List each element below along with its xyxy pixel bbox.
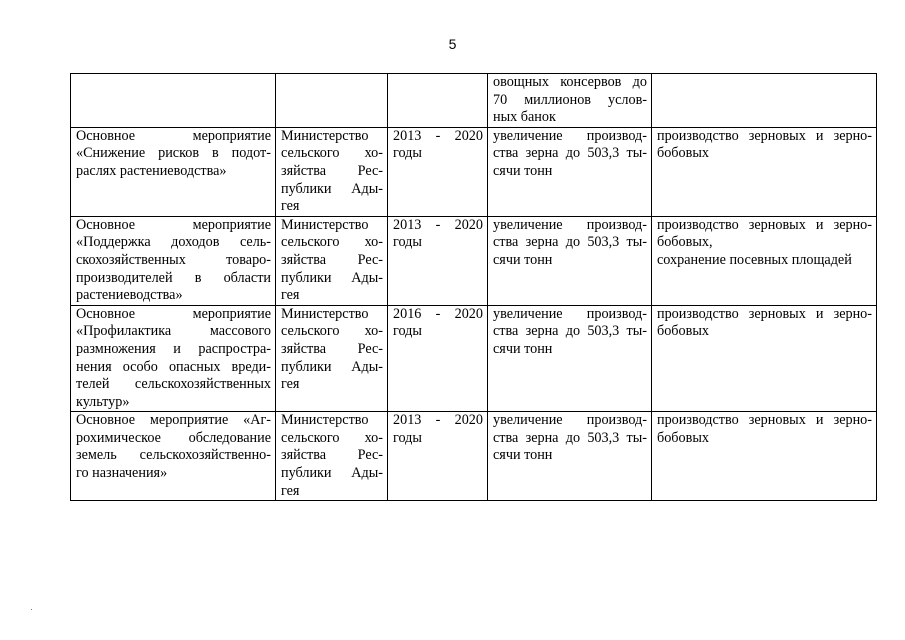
cell-line: производство зерновых и зерно- xyxy=(657,305,872,322)
table-row xyxy=(71,216,877,305)
cell-indicator-text xyxy=(657,412,872,447)
cell-indicator-text xyxy=(657,128,872,163)
cell-measure xyxy=(71,127,276,216)
cell-line: производителей в области xyxy=(76,269,271,286)
cell-executor xyxy=(276,305,388,412)
cell-result-text xyxy=(493,217,647,270)
cell-line: сячи тонн xyxy=(493,447,553,464)
cell-line: ства зерна до 503,3 ты- xyxy=(493,429,647,446)
cell-period xyxy=(388,412,488,501)
cell-line: «Снижение рисков в подот- xyxy=(76,145,271,162)
cell-line: 70 миллионов услов- xyxy=(493,91,647,108)
cell-measure xyxy=(71,216,276,305)
cell-indicator xyxy=(652,305,877,412)
cell-line: 2013 - 2020 xyxy=(393,216,483,233)
cell-period xyxy=(388,74,488,128)
table-row xyxy=(71,305,877,412)
cell-period-text xyxy=(393,217,483,252)
scan-speck xyxy=(31,609,32,610)
cell-line: публики Ады- xyxy=(281,180,383,197)
cell-line: 2013 - 2020 xyxy=(393,127,483,144)
cell-result-text xyxy=(493,128,647,181)
cell-line: культур» xyxy=(76,393,130,410)
cell-period xyxy=(388,216,488,305)
cell-line: сельского хо- xyxy=(281,429,383,446)
cell-line: зяйства Рес- xyxy=(281,162,383,179)
cell-line: Основное мероприятие xyxy=(76,216,271,233)
cell-measure xyxy=(71,305,276,412)
cell-line: сячи тонн xyxy=(493,162,553,179)
cell-line: сельского хо- xyxy=(281,323,383,340)
cell-line: увеличение производ- xyxy=(493,305,647,322)
cell-line: публики Ады- xyxy=(281,358,383,375)
cell-line: производство зерновых и зерно- xyxy=(657,412,872,429)
cell-line: сельского хо- xyxy=(281,145,383,162)
cell-indicator xyxy=(652,216,877,305)
cell-line: бобовых xyxy=(657,145,709,162)
cell-line: Министерство xyxy=(281,216,369,233)
cell-indicator xyxy=(652,412,877,501)
cell-result xyxy=(488,305,652,412)
cell-line: производство зерновых и зерно- xyxy=(657,127,872,144)
cell-line: производство зерновых и зерно- xyxy=(657,216,872,233)
cell-line: растениеводства» xyxy=(76,287,183,304)
cell-line: гея xyxy=(281,482,300,499)
cell-line: рохимическое обследование xyxy=(76,429,271,446)
cell-line: годы xyxy=(393,145,422,162)
cell-result-text xyxy=(493,74,647,127)
cell-line: гея xyxy=(281,376,300,393)
cell-line: ства зерна до 503,3 ты- xyxy=(493,323,647,340)
cell-line: сельского хо- xyxy=(281,234,383,251)
cell-measure-text xyxy=(76,128,271,181)
cell-line: публики Ады- xyxy=(281,465,383,482)
cell-executor xyxy=(276,216,388,305)
cell-executor xyxy=(276,127,388,216)
table-row xyxy=(71,412,877,501)
table-body xyxy=(71,74,877,501)
cell-line: ства зерна до 503,3 ты- xyxy=(493,145,647,162)
cell-line: 2013 - 2020 xyxy=(393,412,483,429)
cell-period xyxy=(388,305,488,412)
measures-table xyxy=(70,73,877,501)
cell-line: сячи тонн xyxy=(493,340,553,357)
cell-line: годы xyxy=(393,234,422,251)
cell-line: годы xyxy=(393,429,422,446)
cell-line: годы xyxy=(393,323,422,340)
cell-line: зяйства Рес- xyxy=(281,447,383,464)
cell-line: Основное мероприятие xyxy=(76,127,271,144)
cell-line: бобовых xyxy=(657,429,709,446)
cell-line: публики Ады- xyxy=(281,269,383,286)
cell-indicator xyxy=(652,127,877,216)
cell-period-text xyxy=(393,128,483,163)
cell-indicator-text xyxy=(657,217,872,270)
cell-line: Министерство xyxy=(281,127,369,144)
cell-line: гея xyxy=(281,287,300,304)
table-row xyxy=(71,127,877,216)
cell-result xyxy=(488,127,652,216)
cell-line: «Профилактика массового xyxy=(76,323,271,340)
cell-line: увеличение производ- xyxy=(493,412,647,429)
cell-line: ства зерна до 503,3 ты- xyxy=(493,234,647,251)
cell-line: «Поддержка доходов сель- xyxy=(76,234,271,251)
page-number: 5 xyxy=(448,36,457,52)
cell-result-text xyxy=(493,412,647,465)
cell-line: телей сельскохозяйственных xyxy=(76,376,271,393)
cell-line: зяйства Рес- xyxy=(281,251,383,268)
cell-measure xyxy=(71,412,276,501)
cell-indicator xyxy=(652,74,877,128)
cell-line: 2016 - 2020 xyxy=(393,305,483,322)
cell-line: зяйства Рес- xyxy=(281,340,383,357)
cell-line: увеличение производ- xyxy=(493,216,647,233)
cell-line: скохозяйственных товаро- xyxy=(76,251,271,268)
cell-period-text xyxy=(393,306,483,341)
cell-measure-text xyxy=(76,306,271,412)
cell-executor-text xyxy=(281,306,383,394)
table-row xyxy=(71,74,877,128)
cell-result xyxy=(488,412,652,501)
cell-period xyxy=(388,127,488,216)
cell-measure-text xyxy=(76,412,271,482)
cell-line: ных банок xyxy=(493,109,556,126)
cell-line: сячи тонн xyxy=(493,251,553,268)
cell-line: раслях растениеводства» xyxy=(76,162,227,179)
cell-line: увеличение производ- xyxy=(493,127,647,144)
cell-executor xyxy=(276,412,388,501)
cell-line: Основное мероприятие xyxy=(76,305,271,322)
cell-line: бобовых, xyxy=(657,234,713,251)
cell-line: Основное мероприятие «Аг- xyxy=(76,412,271,429)
cell-executor-text xyxy=(281,128,383,216)
cell-line: бобовых xyxy=(657,323,709,340)
cell-line: гея xyxy=(281,198,300,215)
cell-executor-text xyxy=(281,412,383,500)
cell-line: сохранение посевных площадей xyxy=(657,251,852,268)
cell-measure-text xyxy=(76,217,271,305)
cell-line: нения особо опасных вреди- xyxy=(76,358,271,375)
cell-line: овощных консервов до xyxy=(493,74,647,90)
cell-result xyxy=(488,74,652,128)
cell-line: Министерство xyxy=(281,412,369,429)
cell-result-text xyxy=(493,306,647,359)
cell-measure xyxy=(71,74,276,128)
cell-indicator-text xyxy=(657,306,872,341)
cell-executor xyxy=(276,74,388,128)
cell-line: го назначения» xyxy=(76,465,168,482)
cell-line: земель сельскохозяйственно- xyxy=(76,447,271,464)
cell-result xyxy=(488,216,652,305)
cell-executor-text xyxy=(281,217,383,305)
cell-line: Министерство xyxy=(281,305,369,322)
cell-line: размножения и распростра- xyxy=(76,340,271,357)
cell-period-text xyxy=(393,412,483,447)
